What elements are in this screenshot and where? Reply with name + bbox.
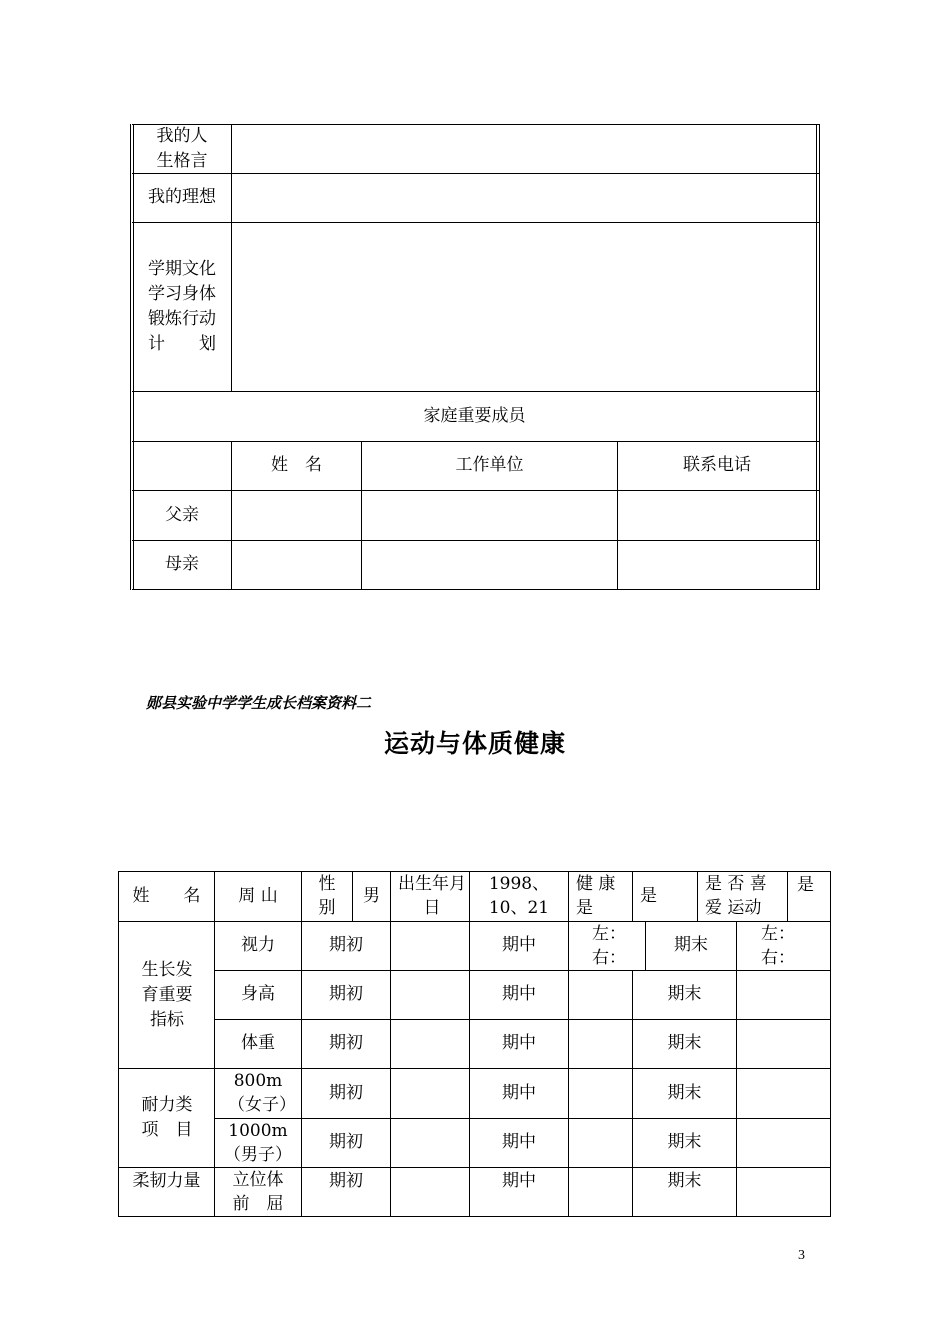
period-start-label: 期初 xyxy=(329,935,363,955)
document-subtitle: 郧县实验中学学生成长档案资料二 xyxy=(146,694,372,712)
period-end-label: 期末 xyxy=(667,1171,702,1191)
name-value: 周 山 xyxy=(238,885,278,906)
plan-label-line: 学习身体 xyxy=(148,283,216,304)
table-border xyxy=(118,871,119,1217)
motto-field[interactable] xyxy=(232,124,816,173)
table-border xyxy=(132,540,819,541)
page-title: 运动与体质健康 xyxy=(383,729,566,758)
column-phone: 联系电话 xyxy=(683,455,751,475)
birth-value: 1998、10、21 xyxy=(488,874,550,918)
item-vision: 视力 xyxy=(241,935,275,955)
row-father: 父亲 xyxy=(165,504,199,525)
period-start-label: 期初 xyxy=(329,1033,363,1053)
table-border xyxy=(736,921,737,1217)
table-border xyxy=(469,871,470,921)
table-border xyxy=(632,871,633,921)
table-border xyxy=(132,490,819,491)
table-border xyxy=(130,124,131,590)
birth-label: 出生年月日 xyxy=(398,874,466,918)
period-start-label: 期初 xyxy=(329,1082,363,1103)
endurance-group-label: 耐力类项 目 xyxy=(141,1094,193,1140)
period-mid-label: 期中 xyxy=(502,1132,536,1152)
table-border xyxy=(301,871,302,921)
period-mid-label: 期中 xyxy=(502,935,536,955)
item-height: 身高 xyxy=(241,984,275,1004)
item-1000m: 1000m（男子） xyxy=(224,1120,292,1165)
flex-group-label: 柔韧力量 xyxy=(132,1171,201,1191)
plan-label-line: 学期文化 xyxy=(148,258,216,279)
table-border xyxy=(568,921,569,1217)
item-800m: 800m（女子） xyxy=(228,1071,296,1115)
table-border xyxy=(568,871,569,921)
period-end-label: 期末 xyxy=(667,984,702,1004)
item-sit-and-reach: 立位体前 屈 xyxy=(232,1169,284,1214)
table-border xyxy=(118,1216,831,1217)
period-end-label: 期末 xyxy=(667,1033,702,1053)
table-border xyxy=(390,921,391,1217)
vision-lr-end: 左：右： xyxy=(761,923,795,968)
likes-sport-value: 是 xyxy=(797,875,814,895)
period-end-label: 期末 xyxy=(667,1132,702,1152)
gender-label: 性别 xyxy=(318,874,336,918)
motto-label: 我的人生格言 xyxy=(156,125,208,171)
period-mid-label: 期中 xyxy=(502,1033,536,1053)
table-border xyxy=(819,124,820,590)
table-border xyxy=(787,871,788,921)
period-end-label: 期末 xyxy=(674,935,708,955)
gender-value: 男 xyxy=(363,885,380,906)
table-border xyxy=(132,589,819,590)
column-workplace: 工作单位 xyxy=(455,455,524,475)
plan-label-line: 计 划 xyxy=(148,333,216,354)
plan-field[interactable] xyxy=(232,222,816,391)
ideal-field[interactable] xyxy=(232,173,816,222)
period-start-label: 期初 xyxy=(329,1171,363,1191)
period-start-label: 期初 xyxy=(329,1132,363,1152)
table-border xyxy=(816,124,817,590)
period-mid-label: 期中 xyxy=(502,1082,536,1103)
period-mid-label: 期中 xyxy=(502,1171,536,1191)
item-weight: 体重 xyxy=(241,1033,275,1053)
table-border xyxy=(830,871,831,1217)
period-mid-label: 期中 xyxy=(502,984,536,1004)
period-start-label: 期初 xyxy=(329,984,363,1004)
row-mother: 母亲 xyxy=(165,554,199,574)
likes-sport-label: 是 否 喜 爱 运动 xyxy=(705,874,767,918)
table-border xyxy=(390,871,391,921)
plan-label xyxy=(133,222,231,391)
page-number: 3 xyxy=(798,1248,805,1263)
vision-lr-mid: 左：右： xyxy=(592,923,626,968)
health-value: 是 xyxy=(640,885,657,906)
ideal-label: 我的理想 xyxy=(148,187,216,207)
column-name: 姓 名 xyxy=(271,455,322,475)
health-label: 健 康 是 xyxy=(576,874,616,918)
growth-group-label: 生长发育重要指标 xyxy=(141,959,193,1030)
table-border xyxy=(697,871,698,921)
period-end-label: 期末 xyxy=(667,1082,702,1103)
plan-label-line: 锻炼行动 xyxy=(148,308,216,329)
name-label: 姓 名 xyxy=(132,885,201,906)
family-header: 家庭重要成员 xyxy=(423,405,526,426)
